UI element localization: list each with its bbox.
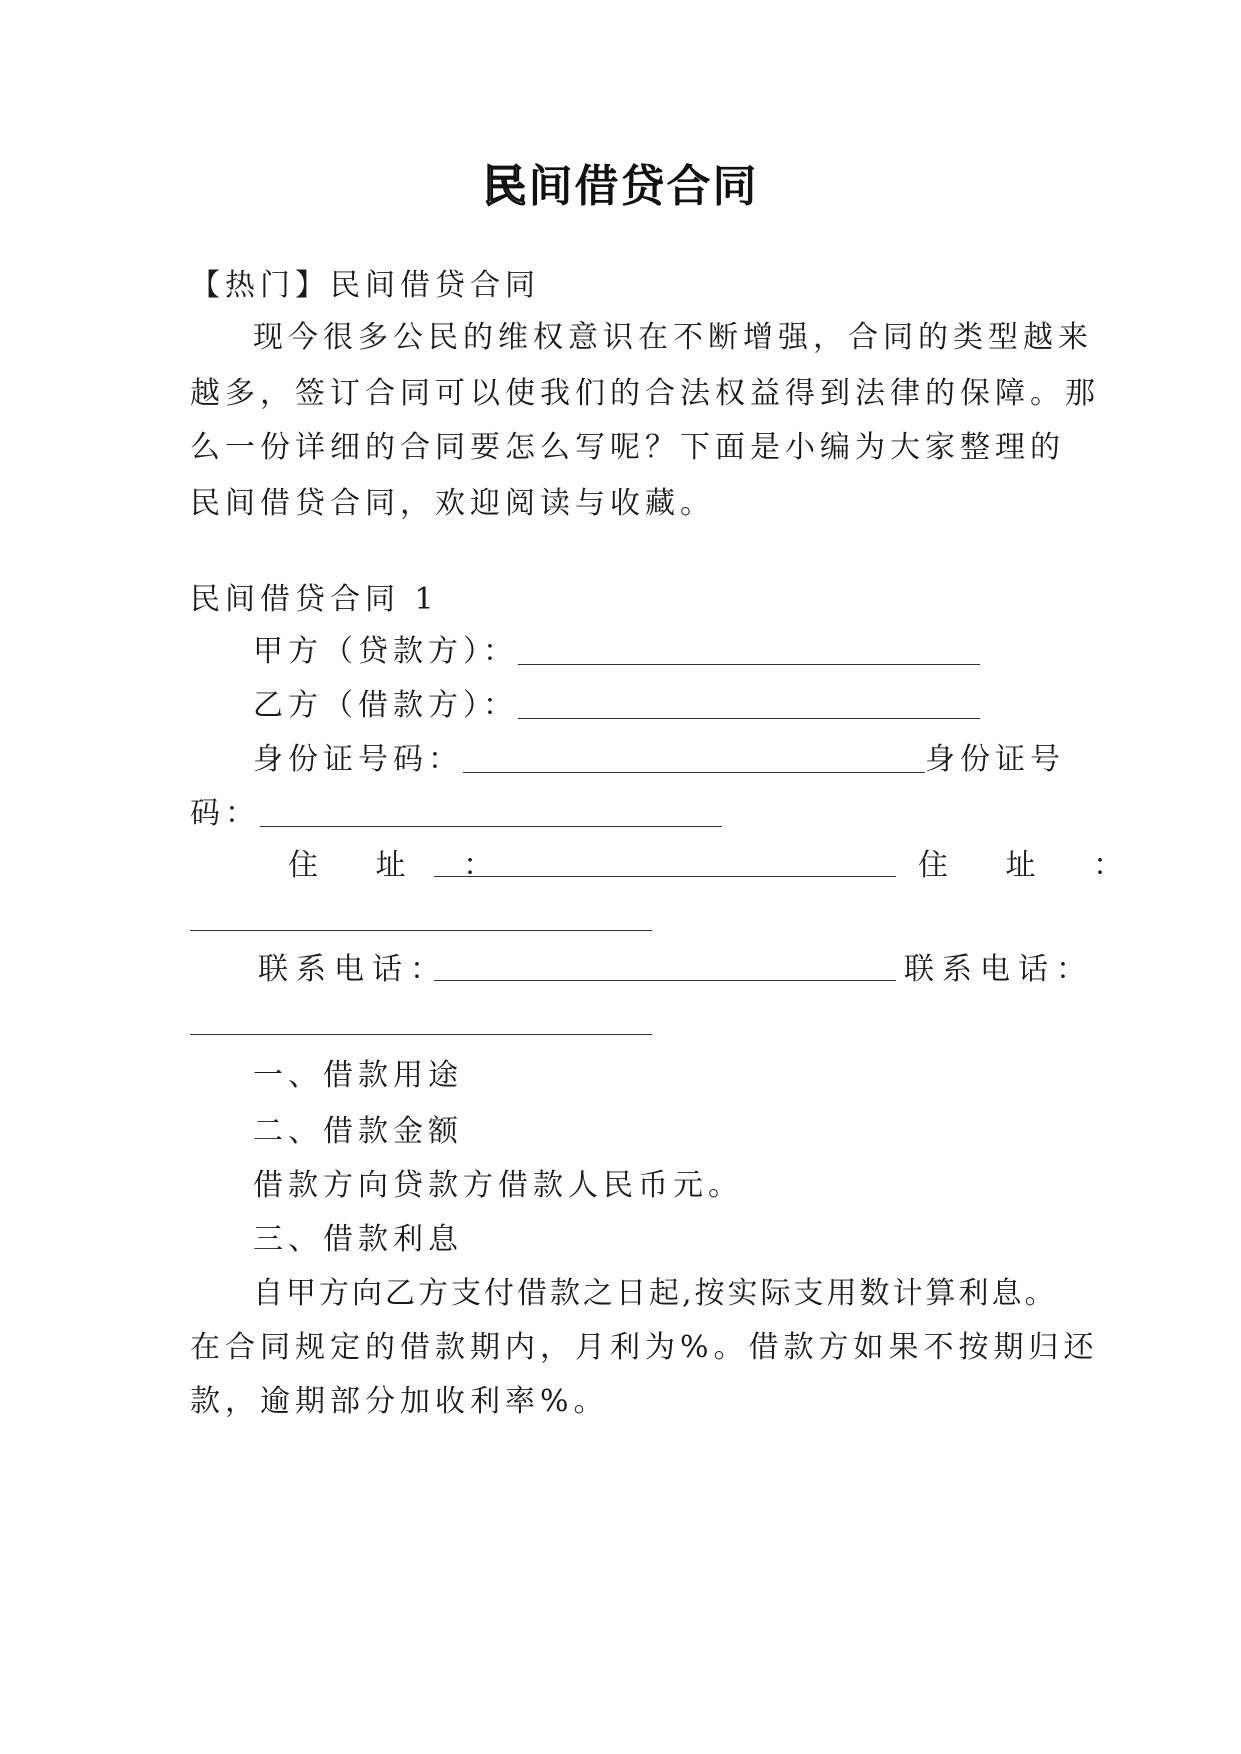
id-label-2a: 身份证号	[925, 742, 1065, 777]
party-a-row	[253, 632, 980, 672]
phone-label-2: 联系电话：	[904, 952, 1094, 987]
address-label-2: 住 址 ：	[918, 848, 1148, 883]
section-title: 民间借贷合同 1	[190, 582, 439, 617]
intro-line-2: 越多，签订合同可以使我们的合法权益得到法律的保障。那	[190, 376, 1100, 411]
address-blank[interactable]	[434, 876, 896, 877]
party-b-blank[interactable]	[518, 688, 980, 719]
address-label: 住 址 ：	[288, 848, 518, 883]
phone-label: 联系电话：	[258, 952, 448, 987]
clause-2-title: 二、借款金额	[253, 1114, 463, 1149]
id-blank-2[interactable]	[260, 796, 722, 827]
id-blank[interactable]	[463, 742, 925, 773]
intro-line-3: 么一份详细的合同要怎么写呢？下面是小编为大家整理的	[190, 430, 1065, 465]
clause-3-line-1: 自甲方向乙方支付借款之日起,按实际支用数计算利息。	[253, 1276, 1058, 1311]
party-b-label: 乙方（借款方）：	[253, 688, 518, 723]
title-first-char: 民	[482, 161, 529, 212]
intro-line-1: 现今很多公民的维权意识在不断增强，合同的类型越来	[253, 320, 1093, 355]
clause-1-title: 一、借款用途	[253, 1058, 463, 1093]
document-heading: 【热门】民间借贷合同	[190, 268, 540, 303]
phone-blank-2[interactable]	[190, 1034, 652, 1035]
clause-3-line-2: 在合同规定的借款期内，月利为%。借款方如果不按期归还	[190, 1330, 1099, 1365]
phone-blank[interactable]	[434, 980, 896, 981]
intro-line-4: 民间借贷合同，欢迎阅读与收藏。	[190, 486, 715, 521]
id-label-2b: 码：	[190, 796, 260, 831]
clause-3-title: 三、借款利息	[253, 1222, 463, 1257]
id-row	[253, 740, 1065, 780]
party-b-row	[253, 686, 980, 726]
title-rest: 间借贷合同	[528, 161, 759, 212]
clause-2-text: 借款方向贷款方借款人民币元。	[253, 1168, 743, 1203]
address-blank-2[interactable]	[190, 930, 652, 931]
party-a-blank[interactable]	[518, 634, 980, 665]
document-title	[0, 150, 1241, 214]
id-row-2	[190, 794, 722, 834]
party-a-label: 甲方（贷款方）：	[253, 634, 518, 669]
clause-3-line-3: 款，逾期部分加收利率%。	[190, 1384, 609, 1419]
id-label: 身份证号码：	[253, 742, 463, 777]
